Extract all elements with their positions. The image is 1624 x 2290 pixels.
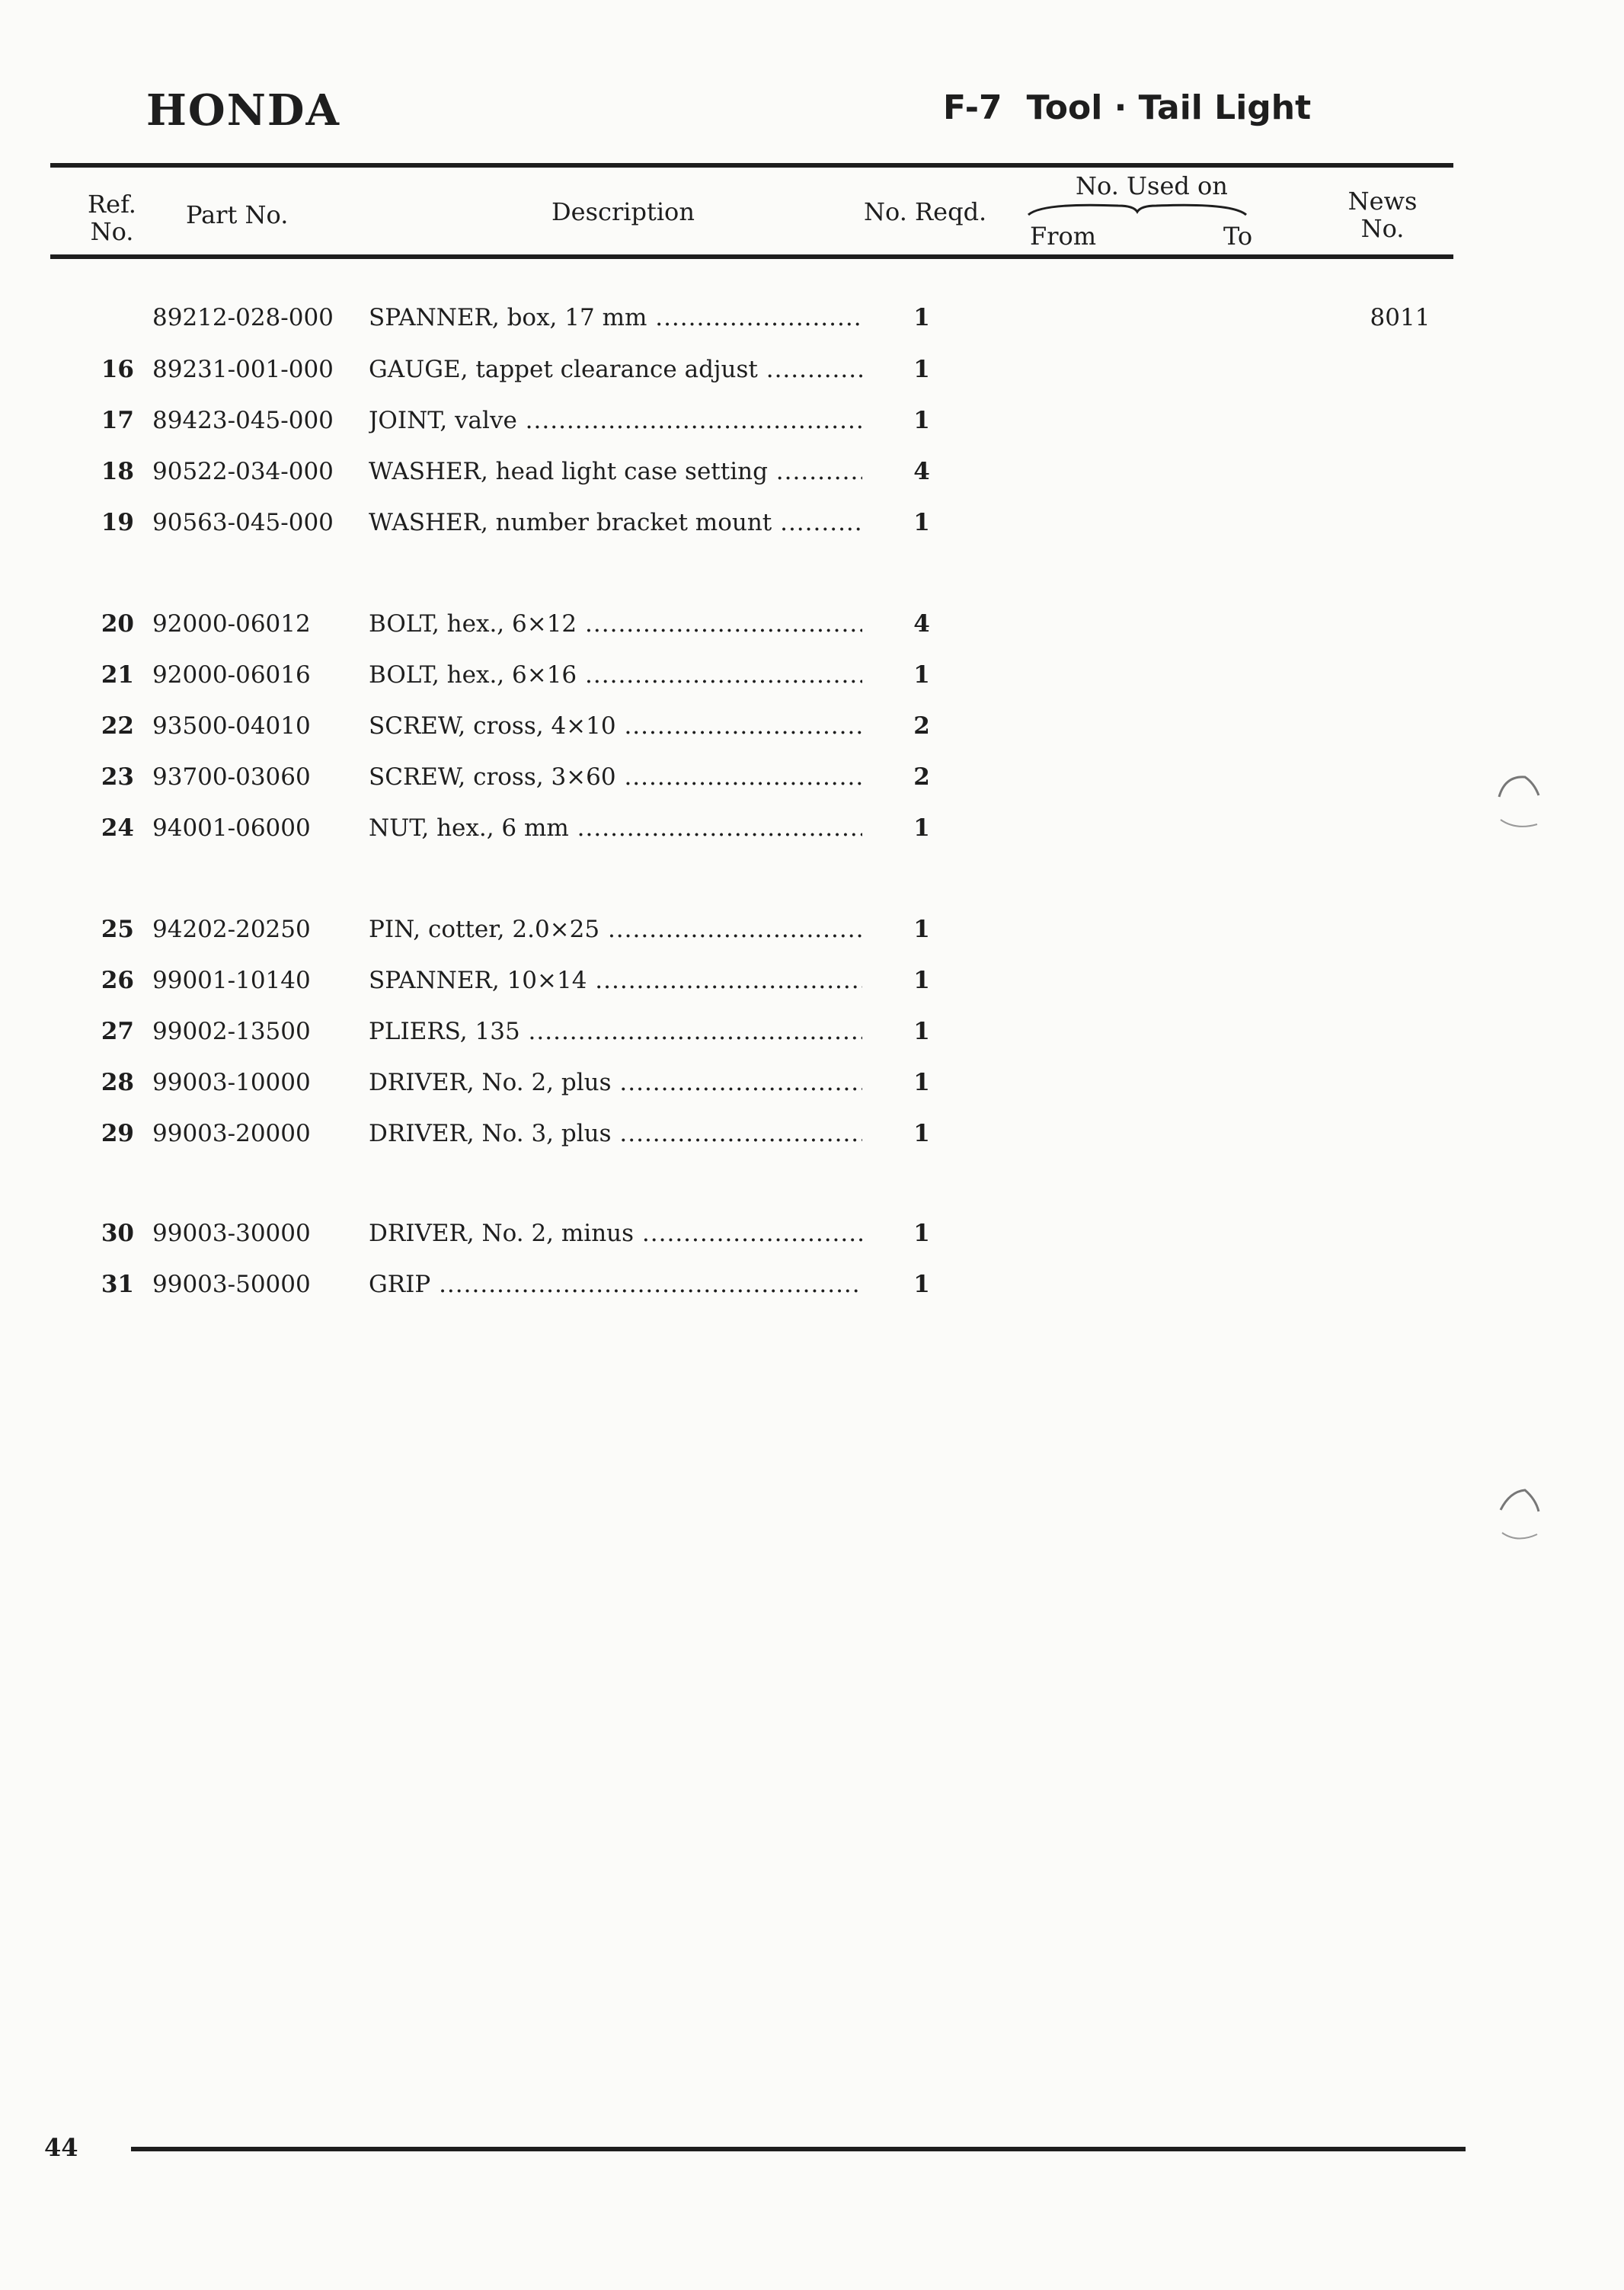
section-heading: [943, 88, 1311, 127]
table-row: [0, 809, 1624, 847]
part-no: 99003-10000: [152, 1069, 311, 1096]
qty-reqd: 1: [913, 1120, 930, 1147]
part-no: 99001-10140: [152, 967, 311, 994]
description: JOINT, valve .....: [369, 401, 862, 440]
table-row: [0, 758, 1624, 796]
qty-reqd: 1: [913, 916, 930, 943]
qty-reqd: 1: [913, 1069, 930, 1096]
table-row: [0, 350, 1624, 389]
qty-reqd: 1: [913, 304, 930, 331]
col-header-description: Description: [551, 197, 695, 226]
table-row: [0, 605, 1624, 643]
ref-no: 30: [101, 1220, 134, 1247]
description: GAUGE, tappet clearance adjust .....: [369, 350, 862, 389]
col-header-news: [1341, 187, 1424, 242]
used-on-brace: [1027, 200, 1248, 218]
qty-reqd: 1: [913, 356, 930, 383]
col-header-ref-line1: Ref.: [88, 190, 136, 219]
table-row: [0, 707, 1624, 745]
ref-no: 26: [101, 967, 134, 994]
ref-no: 20: [101, 610, 134, 638]
col-header-ref-line2: No.: [90, 217, 134, 246]
ref-no: 19: [101, 509, 134, 536]
table-row: [0, 910, 1624, 948]
part-no: 90522-034-000: [152, 458, 334, 485]
qty-reqd: 1: [913, 814, 930, 842]
description: DRIVER, No. 3, plus .....: [369, 1115, 862, 1153]
ref-no: 27: [101, 1018, 134, 1045]
table-row: [0, 504, 1624, 542]
col-header-no-reqd: No. Reqd.: [864, 197, 987, 226]
table-row: [0, 1265, 1624, 1303]
qty-reqd: 4: [913, 610, 930, 638]
ref-no: 23: [101, 763, 134, 791]
description: BOLT, hex., 6×12 .....: [369, 605, 862, 643]
ref-no: 17: [101, 407, 134, 434]
description: NUT, hex., 6 mm .....: [369, 809, 862, 847]
part-no: 99002-13500: [152, 1018, 311, 1045]
col-header-ref: [85, 190, 139, 245]
footer-rule: [131, 2147, 1466, 2151]
description: DRIVER, No. 2, minus .....: [369, 1214, 862, 1252]
table-row: [0, 401, 1624, 440]
description: SCREW, cross, 4×10 .....: [369, 707, 862, 745]
section-title: Tool · Tail Light: [1026, 88, 1312, 127]
table-row: [0, 453, 1624, 491]
part-no: 89231-001-000: [152, 356, 334, 383]
binder-hole-bottom: [1495, 1484, 1543, 1545]
qty-reqd: 1: [913, 967, 930, 994]
ref-no: 21: [101, 661, 134, 689]
description: DRIVER, No. 2, plus .....: [369, 1063, 862, 1102]
qty-reqd: 4: [913, 458, 930, 485]
description: SPANNER, box, 17 mm .....: [369, 299, 862, 337]
col-header-to: To: [1223, 222, 1253, 251]
part-no: 89423-045-000: [152, 407, 334, 434]
table-row: [0, 1115, 1624, 1153]
ref-no: 16: [101, 356, 134, 383]
description: SCREW, cross, 3×60 .....: [369, 758, 862, 796]
ref-no: 31: [101, 1271, 134, 1298]
table-row: [0, 1012, 1624, 1051]
ref-no: 28: [101, 1069, 134, 1096]
table-row: [0, 961, 1624, 999]
section-code: F-7: [943, 88, 1002, 127]
qty-reqd: 1: [913, 509, 930, 536]
ref-no: 29: [101, 1120, 134, 1147]
part-no: 93700-03060: [152, 763, 311, 791]
brand-logo: HONDA: [146, 85, 340, 136]
qty-reqd: 2: [913, 763, 930, 791]
part-no: 92000-06016: [152, 661, 311, 689]
table-row: [0, 1214, 1624, 1252]
table-row: [0, 299, 1624, 337]
qty-reqd: 1: [913, 661, 930, 689]
description: GRIP .....: [369, 1265, 862, 1303]
part-no: 94202-20250: [152, 916, 311, 943]
news-no: 8011: [1370, 304, 1431, 331]
ref-no: 24: [101, 814, 134, 842]
table-row: [0, 1063, 1624, 1102]
part-no: 92000-06012: [152, 610, 311, 638]
qty-reqd: 1: [913, 1220, 930, 1247]
description: WASHER, head light case setting .....: [369, 453, 862, 491]
col-header-part-no: Part No.: [186, 200, 289, 229]
qty-reqd: 1: [913, 1018, 930, 1045]
ref-no: 18: [101, 458, 134, 485]
part-no: 94001-06000: [152, 814, 311, 842]
part-no: 99003-30000: [152, 1220, 311, 1247]
description: PLIERS, 135 .....: [369, 1012, 862, 1051]
col-header-news-line1: News: [1347, 187, 1418, 216]
part-no: 90563-045-000: [152, 509, 334, 536]
ref-no: 25: [101, 916, 134, 943]
part-no: 89212-028-000: [152, 304, 334, 331]
qty-reqd: 1: [913, 407, 930, 434]
description: PIN, cotter, 2.0×25 .....: [369, 910, 862, 948]
qty-reqd: 2: [913, 712, 930, 740]
page-number: 44: [44, 2133, 78, 2162]
part-no: 93500-04010: [152, 712, 311, 740]
part-no: 99003-20000: [152, 1120, 311, 1147]
table-row: [0, 656, 1624, 694]
description: BOLT, hex., 6×16 .....: [369, 656, 862, 694]
ref-no: 22: [101, 712, 134, 740]
description: WASHER, number bracket mount .....: [369, 504, 862, 542]
header-top-rule: [50, 163, 1453, 168]
description: SPANNER, 10×14 .....: [369, 961, 862, 999]
header-bottom-rule: [50, 254, 1453, 259]
col-header-from: From: [1030, 222, 1097, 251]
binder-hole-top: [1495, 769, 1543, 830]
part-no: 99003-50000: [152, 1271, 311, 1298]
col-header-news-line2: No.: [1360, 214, 1405, 243]
qty-reqd: 1: [913, 1271, 930, 1298]
col-header-used-on: No. Used on: [1076, 171, 1228, 200]
